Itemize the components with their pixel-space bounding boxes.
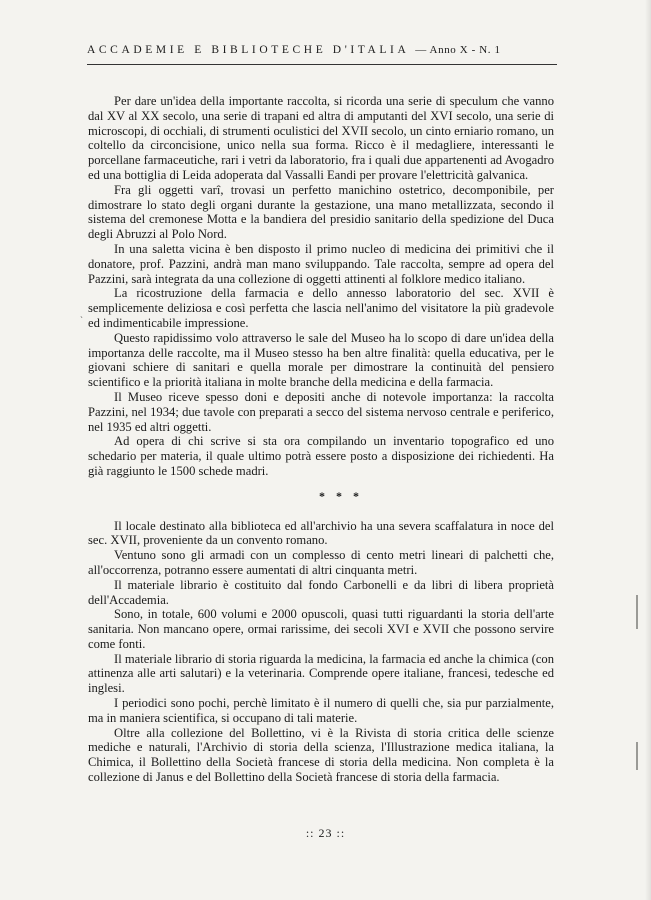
scan-edge-shadow bbox=[645, 0, 651, 900]
issue-number: — Anno X - N. 1 bbox=[415, 44, 501, 56]
paragraph: Oltre alla collezione del Bollettino, vi è la Rivista di storia critica delle scienze mediche e naturali, l'Archivio di storia della scienza, l'Illustrazione medica italiana, la Chimica, il Bollettino della Società francese di storia della medicina. Non completa è la collezione di Janus e del Bollettino della Società francese di storia della farmacia. bbox=[88, 725, 554, 785]
body-text bbox=[88, 94, 554, 785]
paragraph: In una saletta vicina è ben disposto il primo nucleo di medicina dei primitivi che il donatore, prof. Pazzini, andrà man mano sviluppando. Tale raccolta, sempre ad opera del Pazzini, sarà integrata da una collezione di oggetti attinenti al folklore medico italiano. bbox=[88, 241, 554, 286]
journal-title: ACCADEMIE E BIBLIOTECHE D'ITALIA bbox=[87, 44, 409, 56]
header-rule bbox=[87, 64, 557, 65]
running-head bbox=[87, 44, 557, 56]
paragraph: Sono, in totale, 600 volumi e 2000 opuscoli, quasi tutti riguardanti la storia dell'arte sanitaria. Non mancano opere, ormai rarissime, dei secoli XVI e XVII che possono servire come fonti. bbox=[88, 607, 554, 651]
paragraph: Fra gli oggetti varî, trovasi un perfetto manichino ostetrico, decomponibile, per dimostrare lo stato degli organi durante la gestazione, una mano metallizzata, secondo il sistema del cremonese Motta e la bandiera del presidio sanitario della spedizione del Duca degli Abruzzi al Polo Nord. bbox=[88, 182, 554, 242]
page-number: :: 23 :: bbox=[305, 826, 346, 840]
paragraph: Ad opera di chi scrive si sta ora compilando un inventario topografico ed uno schedario per materia, il quale ultimo potrà essere posto a disposizione dei richiedenti. Ha già raggiunto le 1500 schede madri. bbox=[88, 434, 554, 478]
paragraph: Per dare un'idea della importante raccolta, si ricorda una serie di speculum che vanno dal XV al XX secolo, una serie di trapani ed altra di amputanti del XVI secolo, una serie di microscopi, di occhiali, di strumenti oculistici del XVII secolo, un cinto erniario romano, un coltello da circoncisione, unico nella sua forma. Ricco è il medagliere, interessanti le porcellane farmaceutiche, rari i vetri da laboratorio, fra i quali due appartenenti ad Avogadro ed una bottiglia di Leida adoperata dal Vassalli Eandi per provare l'elettricità galvanica. bbox=[88, 94, 554, 182]
paragraph: Il materiale librario di storia riguarda la medicina, la farmacia ed anche la chimica (con attinenza alle arti salutari) e la veterinaria. Comprende opere italiane, francesi, tedesche ed inglesi. bbox=[88, 651, 554, 696]
margin-mark: ` bbox=[80, 315, 83, 325]
paragraph: Questo rapidissimo volo attraverso le sale del Museo ha lo scopo di dare un'idea della importanza delle raccolte, ma il Museo stesso ha ben altre finalità: quella educativa, per le giovani schiere di sanitari e quella morale per dimostrare la continuità del pensiero scientifico e la priorità italiana in molte branche della medicina e della farmacia. bbox=[88, 330, 554, 390]
paragraph: Il Museo riceve spesso doni e depositi anche di notevole importanza: la raccolta Pazzini, nel 1934; due tavole con preparati a secco del sistema nervoso centrale e periferico, nel 1935 ed altri oggetti. bbox=[88, 389, 554, 434]
scan-edge-mark bbox=[636, 595, 638, 629]
scan-edge-mark bbox=[636, 742, 638, 770]
paragraph: Il locale destinato alla biblioteca ed all'archivio ha una severa scaffalatura in noce del sec. XVII, proveniente da un convento romano. bbox=[88, 518, 554, 548]
paragraph: I periodici sono pochi, perchè limitato è il numero di quelli che, sia pur parzialmente, ma in maniera scientifica, si occupano di tali materie. bbox=[88, 696, 554, 725]
paragraph: Il materiale librario è costituito dal fondo Carbonelli e da libri di libera proprietà dell'Accademia. bbox=[88, 577, 554, 607]
paragraph: La ricostruzione della farmacia e dello annesso laboratorio del sec. XVII è semplicemente deliziosa e così perfetta che lascia nell'animo del visitatore la più gradevole ed indimenticabile impressione. bbox=[88, 286, 554, 330]
paragraph: Ventuno sono gli armadi con un complesso di cento metri lineari di palchetti che, all'occorrenza, potranno essere aumentati di altri cinquanta metri. bbox=[88, 548, 554, 577]
section-divider: * * * bbox=[319, 488, 363, 503]
